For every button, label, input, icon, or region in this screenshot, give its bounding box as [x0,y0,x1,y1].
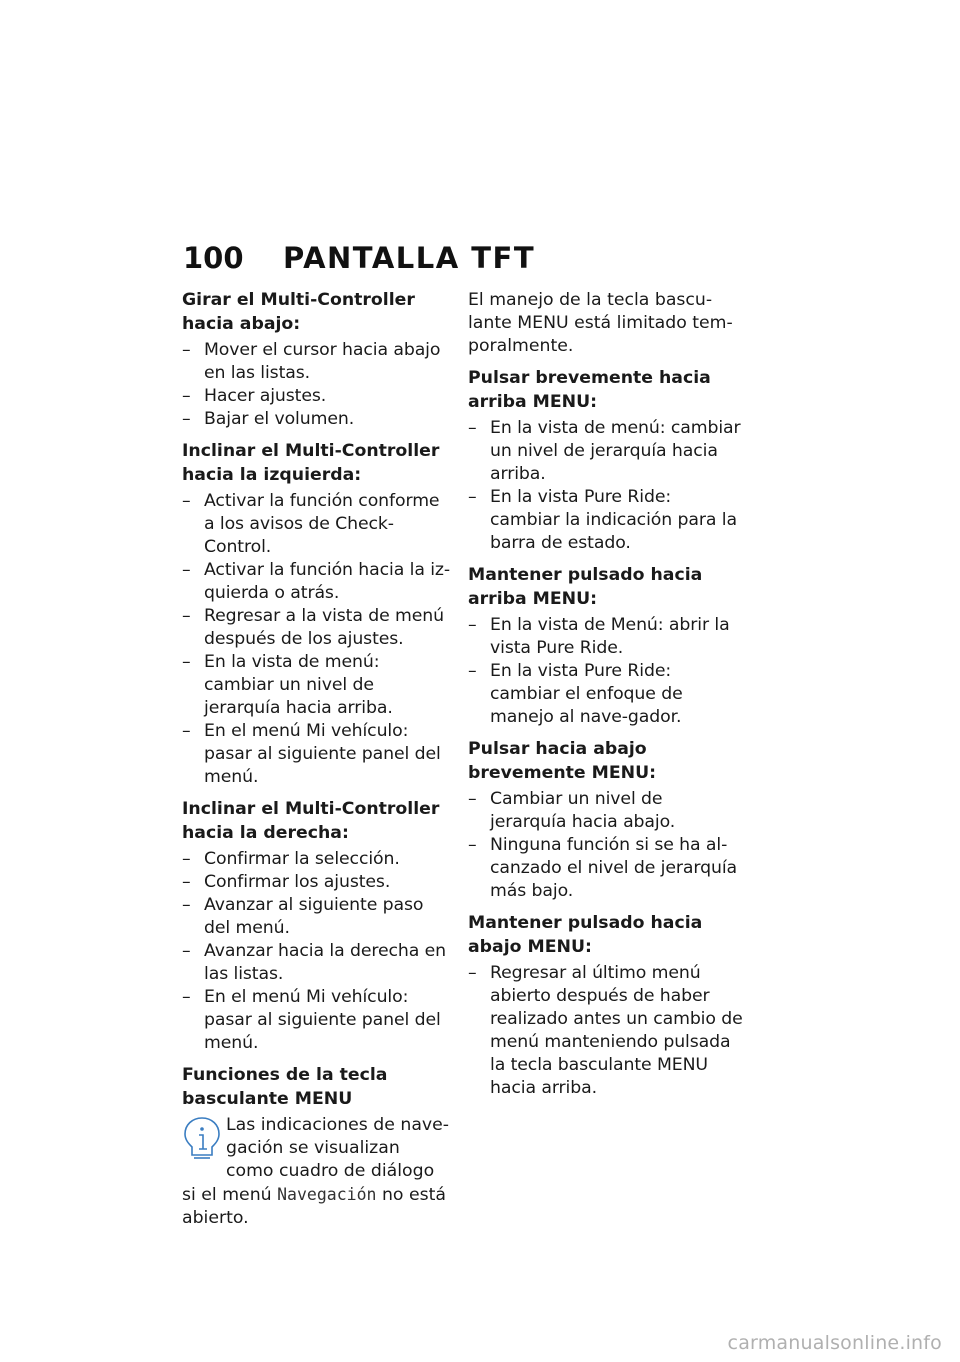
menu-navegacion-label: Navegación [277,1185,377,1204]
bullet-list [468,417,743,555]
bullet-list [468,962,743,1100]
list-item: – Bajar el volumen. [182,408,452,431]
section-heading: Girar el Multi-Controller hacia abajo: [182,290,415,334]
section-heading: Pulsar brevemente hacia arriba MENU: [468,368,711,412]
bullet-list [182,339,452,431]
right-column [468,289,743,1100]
list-item: – En el menú Mi vehículo: pasar al siguiente panel del menú. [182,720,452,789]
section-inclinar-izquierda [182,440,452,789]
page-number: 100 [183,241,244,275]
note-text: Las indicaciones de nave-gación se visualizan como cuadro de diálogo si el menú [182,1115,450,1205]
page-header [183,236,783,280]
list-item: – En la vista Pure Ride: cambiar el enfoque de manejo al nave-gador. [468,660,743,729]
list-item: – Avanzar hacia la derecha en las listas. [182,940,452,986]
list-item: – En la vista de menú: cambiar un nivel de jerarquía hacia arriba. [468,417,743,486]
list-item: – Cambiar un nivel de jerarquía hacia abajo. [468,788,743,834]
section-pulsar-abajo [468,738,743,903]
section-heading: Mantener pulsado hacia abajo MENU: [468,913,703,957]
section-pulsar-arriba [468,367,743,555]
section-heading: Funciones de la tecla basculante MENU [182,1065,388,1109]
list-item: – Regresar al último menú abierto después de haber realizado antes un cambio de menú manteniendo pulsada la tecla basculante MENU hacia arriba. [468,962,743,1100]
list-item: – Confirmar los ajustes. [182,871,452,894]
left-column [182,289,452,1230]
list-item: – Activar la función hacia la iz-quierda o atrás. [182,559,452,605]
section-heading: Mantener pulsado hacia arriba MENU: [468,565,703,609]
list-item: – Ninguna función si se ha al-canzado el nivel de jerarquía más bajo. [468,834,743,903]
list-item: – Activar la función conforme a los avisos de Check-Control. [182,490,452,559]
section-heading: Inclinar el Multi-Controller hacia la derecha: [182,799,440,843]
section-mantener-arriba [468,564,743,729]
list-item: – En la vista de menú: cambiar un nivel de jerarquía hacia arriba. [182,651,452,720]
section-funciones-menu [182,1064,452,1230]
bullet-list [182,490,452,789]
intro-paragraph: El manejo de la tecla bascu-lante MENU está limitado tem-poralmente. [468,290,733,356]
section-heading: Pulsar hacia abajo brevemente MENU: [468,739,657,783]
list-item: – Hacer ajustes. [182,385,452,408]
section-heading: Inclinar el Multi-Controller hacia la izquierda: [182,441,440,485]
bullet-list [468,614,743,729]
note-text-end: no está abierto. [182,1185,446,1228]
bullet-list [182,848,452,1055]
section-inclinar-derecha [182,798,452,1055]
list-item: – En la vista Pure Ride: cambiar la indicación para la barra de estado. [468,486,743,555]
list-item: – Mover el cursor hacia abajo en las listas. [182,339,452,385]
list-item: – En el menú Mi vehículo: pasar al siguiente panel del menú. [182,986,452,1055]
page-title: PANTALLA TFT [283,241,536,275]
bullet-list [468,788,743,903]
section-mantener-abajo [468,912,743,1100]
list-item: – Confirmar la selección. [182,848,452,871]
info-note [182,1114,452,1230]
watermark: carmanualsonline.info [727,1332,942,1354]
list-item: – Avanzar al siguiente paso del menú. [182,894,452,940]
section-girar-abajo [182,289,452,431]
list-item: – Regresar a la vista de menú después de los ajustes. [182,605,452,651]
list-item: – En la vista de Menú: abrir la vista Pure Ride. [468,614,743,660]
info-icon [182,1116,222,1162]
